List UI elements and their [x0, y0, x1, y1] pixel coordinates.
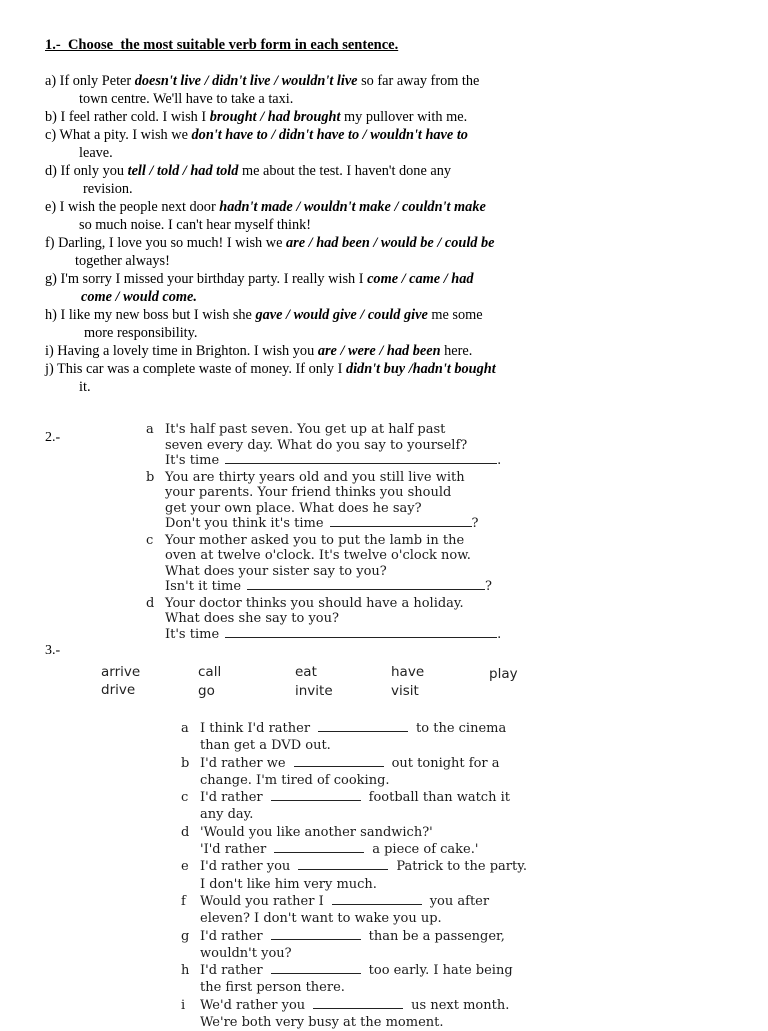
situation-text: It's half past seven. You get up at half past [165, 422, 446, 437]
sentence-line [45, 90, 565, 108]
sentence-text: b) I feel rather cold. I wish I [45, 109, 210, 125]
answer-blank[interactable] [271, 790, 361, 801]
item-letter: a [181, 721, 189, 736]
verb-options: doesn't live / didn't live / wouldn't live [134, 73, 358, 89]
sentence-item [45, 72, 565, 108]
answer-line [165, 516, 516, 532]
sentence-item [45, 342, 565, 360]
gap-fill-line [200, 720, 561, 737]
sentence-text: me some [427, 307, 483, 323]
verb-options: come / would come. [81, 289, 197, 305]
sentence-line [45, 180, 565, 198]
answer-blank[interactable] [274, 842, 364, 853]
gap-fill-item [181, 962, 561, 997]
answer-prompt: Isn't it time [165, 579, 242, 594]
answer-prompt: Don't you think it's time [165, 516, 324, 531]
sentence-line [45, 72, 565, 90]
gap-fill-line [200, 962, 561, 979]
gap-fill-item [181, 858, 561, 893]
section3-exercise [181, 720, 561, 1031]
sentence-text: than get a DVD out. [200, 738, 331, 754]
answer-blank[interactable] [225, 453, 497, 464]
sentence-line [45, 252, 565, 270]
sentence-item [45, 360, 565, 396]
answer-line [165, 579, 516, 595]
item-letter: h [181, 963, 190, 979]
sentence-text: more responsibility. [84, 325, 198, 341]
sentence-start: 'Would you like another sandwich?' [200, 824, 433, 840]
word-bank-item: play [489, 666, 518, 682]
sentence-start: I'd rather [200, 928, 263, 944]
sentence-item [45, 108, 565, 126]
verb-options: tell / told / had told [127, 163, 239, 179]
sentence-text: eleven? I don't want to wake you up. [200, 911, 442, 927]
sentence-line [45, 306, 565, 324]
word-bank-item: visit [391, 683, 419, 699]
situation-item [146, 596, 516, 643]
sentence-text: leave. [79, 145, 113, 161]
gap-fill-item [181, 893, 561, 928]
answer-blank[interactable] [247, 579, 485, 590]
sentence-line [45, 342, 565, 360]
verb-options: gave / would give / could give [255, 307, 428, 323]
situation-text: What does your sister say to you? [165, 563, 387, 579]
word-bank-item: eat [295, 664, 317, 680]
sentence-line [45, 270, 565, 288]
gap-fill-line [200, 858, 561, 875]
situation-item [146, 422, 516, 469]
word-bank-item: have [391, 664, 425, 680]
sentence-line [45, 216, 565, 234]
sentence-continuation: a piece of cake.' [372, 842, 479, 858]
answer-blank[interactable] [332, 894, 422, 905]
answer-punctuation: ? [485, 579, 493, 594]
sentence-text: change. I'm tired of cooking. [200, 772, 390, 788]
sentence-line [45, 198, 565, 216]
item-letter: b [146, 469, 155, 485]
sentence-start: 'I'd rather [200, 842, 267, 858]
sentence-text: so much noise. I can't hear myself think! [79, 217, 312, 233]
item-letter: i [181, 997, 186, 1013]
sentence-text: any day. [200, 807, 254, 823]
answer-prompt: It's time [165, 453, 220, 468]
word-bank-item: invite [295, 683, 333, 699]
situation-text: What does she say to you? [165, 611, 339, 626]
sentence-start: I'd rather you [200, 859, 291, 875]
sentence-line [45, 234, 565, 252]
sentence-text: the first person there. [200, 980, 345, 996]
sentence-continuation: football than watch it [368, 790, 510, 806]
sentence-item [45, 234, 565, 270]
sentence-text: e) I wish the people next door [45, 199, 220, 215]
answer-blank[interactable] [271, 963, 361, 974]
sentence-line [45, 324, 565, 342]
sentence-start: Would you rather I [200, 893, 324, 909]
verb-options: are / had been / would be / could be [286, 235, 495, 251]
gap-fill-item [181, 755, 561, 790]
item-letter: g [181, 928, 190, 944]
word-bank-item: arrive [101, 664, 141, 680]
sentence-text: I don't like him very much. [200, 876, 377, 892]
word-bank-item: go [198, 683, 215, 699]
sentence-text: i) Having a lovely time in Brighton. I wish you [45, 343, 318, 359]
sentence-start: I'd rather [200, 790, 263, 806]
situation-text: get your own place. What does he say? [165, 500, 422, 516]
sentence-start: I'd rather we [200, 755, 286, 771]
situation-text: You are thirty years old and you still live with [165, 469, 465, 485]
situation-item [146, 533, 516, 595]
section1-title: 1.- Choose the most suitable verb form in each sentence. [45, 37, 399, 53]
gap-fill-item [181, 997, 561, 1031]
sentence-text: it. [79, 379, 91, 395]
sentence-text: j) This car was a complete waste of money. If only I [45, 361, 346, 377]
answer-blank[interactable] [330, 516, 472, 527]
answer-punctuation: . [497, 626, 502, 642]
sentence-continuation: too early. I hate being [368, 963, 513, 979]
situation-item [146, 470, 516, 532]
sentence-line [45, 360, 565, 378]
sentence-text: We're both very busy at the moment. [200, 1015, 444, 1031]
sentence-text: g) I'm sorry I missed your birthday party. I really wish I [45, 271, 368, 287]
answer-punctuation: . [497, 453, 502, 468]
sentence-item [45, 126, 565, 162]
sentence-start: I think I'd rather [200, 721, 311, 736]
gap-fill-line [200, 928, 561, 945]
sentence-line [45, 108, 565, 126]
sentence-text: together always! [75, 253, 170, 269]
sentence-line [45, 144, 565, 162]
sentence-text: c) What a pity. I wish we [45, 127, 192, 143]
sentence-item [45, 306, 565, 342]
gap-fill-line [200, 893, 561, 910]
sentence-text: a) If only Peter [45, 73, 135, 89]
item-letter: f [181, 893, 186, 909]
section1-sentence-list [45, 72, 565, 396]
sentence-line [45, 288, 565, 306]
gap-fill-item [181, 720, 561, 755]
answer-punctuation: ? [471, 516, 479, 531]
answer-line [165, 627, 516, 643]
answer-prompt: It's time [165, 626, 220, 642]
gap-fill-line [200, 755, 561, 772]
gap-fill-line [200, 841, 561, 858]
sentence-start: We'd rather you [200, 997, 306, 1013]
sentence-line [45, 162, 565, 180]
word-bank-item: drive [101, 682, 136, 698]
sentence-text: revision. [83, 181, 133, 197]
item-letter: c [146, 532, 154, 548]
section3-number: 3.- [45, 643, 61, 658]
item-letter: e [181, 859, 189, 875]
item-letter: b [181, 755, 190, 771]
answer-blank[interactable] [298, 859, 388, 870]
answer-blank[interactable] [313, 998, 403, 1009]
sentence-item [45, 162, 565, 198]
section2-number: 2.- [45, 430, 61, 445]
answer-blank[interactable] [294, 756, 384, 767]
gap-fill-item [181, 789, 561, 824]
word-bank-item: call [198, 664, 222, 680]
sentence-text: wouldn't you? [200, 945, 292, 961]
sentence-continuation: us next month. [411, 997, 510, 1013]
item-letter: a [146, 422, 154, 437]
sentence-continuation: Patrick to the party. [396, 859, 527, 875]
sentence-text: d) If only you [45, 163, 128, 179]
verb-options: hadn't made / wouldn't make / couldn't make [219, 199, 486, 215]
item-letter: d [181, 824, 190, 840]
sentence-line [45, 126, 565, 144]
situation-text: your parents. Your friend thinks you should [165, 485, 452, 500]
sentence-item [45, 198, 565, 234]
sentence-item [45, 270, 565, 306]
verb-options: don't have to / didn't have to / wouldn't have to [191, 127, 468, 143]
sentence-text: me about the test. I haven't done any [238, 163, 452, 179]
situation-text: seven every day. What do you say to yourself? [165, 437, 468, 453]
sentence-text: my pullover with me. [340, 109, 468, 125]
gap-fill-item [181, 824, 561, 841]
answer-blank[interactable] [318, 721, 408, 732]
sentence-continuation: to the cinema [416, 721, 507, 736]
sentence-text: here. [440, 343, 473, 359]
gap-fill-item [181, 928, 561, 963]
answer-blank[interactable] [225, 627, 497, 638]
verb-options: are / were / had been [317, 343, 441, 359]
verb-options: come / came / had [367, 271, 474, 287]
gap-fill-line [200, 789, 561, 806]
verb-options: didn't buy /hadn't bought [345, 361, 496, 377]
situation-text: oven at twelve o'clock. It's twelve o'clock now. [165, 548, 471, 563]
situation-text: Your mother asked you to put the lamb in the [165, 532, 465, 548]
situation-text: Your doctor thinks you should have a holiday. [165, 595, 464, 611]
sentence-continuation: out tonight for a [391, 755, 500, 771]
answer-blank[interactable] [271, 929, 361, 940]
gap-fill-line [200, 824, 561, 841]
item-letter: c [181, 790, 189, 806]
sentence-text: town centre. We'll have to take a taxi. [79, 91, 294, 107]
gap-fill-line [200, 997, 561, 1014]
item-letter: d [146, 595, 155, 611]
verb-options: brought / had brought [209, 109, 341, 125]
sentence-line [45, 378, 565, 396]
sentence-text: f) Darling, I love you so much! I wish we [45, 235, 287, 251]
sentence-text: so far away from the [357, 73, 480, 89]
sentence-continuation: than be a passenger, [368, 928, 505, 944]
answer-line [165, 453, 516, 469]
sentence-start: I'd rather [200, 963, 263, 979]
sentence-text: h) I like my new boss but I wish she [45, 307, 256, 323]
sentence-continuation: you after [429, 893, 490, 909]
gap-fill-item [181, 841, 561, 858]
section2-exercise [146, 422, 516, 642]
